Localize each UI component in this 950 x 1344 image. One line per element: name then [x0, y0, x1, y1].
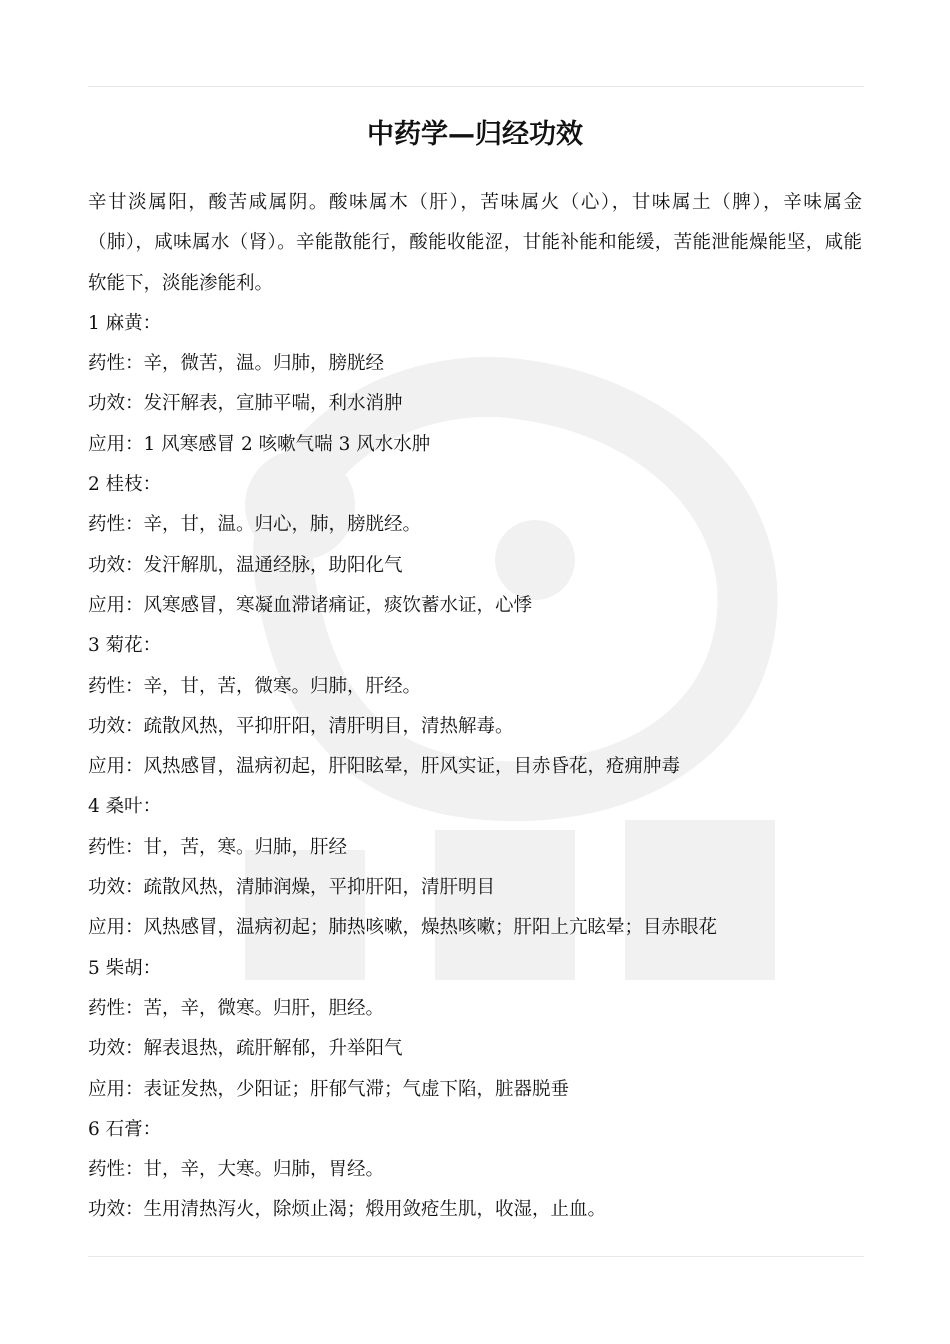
- herb-nature: 药性：苦，辛，微寒。归肝，胆经。: [88, 997, 385, 1019]
- herb-usage: 应用：风寒感冒，寒凝血滞诸痛证，痰饮蓄水证，心悸: [88, 594, 533, 616]
- herb-heading: 3 菊花：: [88, 635, 162, 657]
- herb-nature: 药性：辛，微苦，温。归肺，膀胱经: [88, 353, 385, 375]
- herb-effect: 功效：发汗解肌，温通经脉，助阳化气: [88, 554, 403, 576]
- herb-nature: 药性：甘，苦，寒。归肺，肝经: [88, 836, 348, 858]
- herb-heading: 4 桑叶：: [88, 796, 162, 818]
- intro-paragraph: 辛甘淡属阳，酸苦咸属阴。酸味属木（肝），苦味属火（心），甘味属土（脾），辛味属金（肺），咸味属水（肾）。辛能散能行，酸能收能涩，甘能补能和能缓，苦能泄能燥能坚，咸能软能下，淡能渗能利。: [88, 192, 862, 294]
- herb-heading: 1 麻黄：: [88, 312, 162, 334]
- herb-nature: 药性：甘，辛，大寒。归肺，胃经。: [88, 1159, 385, 1181]
- header-rule: [88, 86, 864, 87]
- herb-effect: 功效：疏散风热，清肺润燥，平抑肝阳，清肝明目: [88, 877, 496, 899]
- herb-effect: 功效：发汗解表，宣肺平喘，利水消肿: [88, 393, 403, 415]
- herb-effect: 功效：解表退热，疏肝解郁，升举阳气: [88, 1038, 403, 1060]
- herb-heading: 5 柴胡：: [88, 957, 162, 979]
- herb-nature: 药性：辛，甘，温。归心，肺，膀胱经。: [88, 514, 422, 536]
- herb-heading: 2 桂枝：: [88, 474, 162, 496]
- herb-effect: 功效：疏散风热，平抑肝阳，清肝明目，清热解毒。: [88, 715, 514, 737]
- herb-usage: 应用：风热感冒，温病初起，肝阳眩晕，肝风实证，目赤昏花，疮痈肿毒: [88, 756, 681, 778]
- herb-usage: 应用：风热感冒，温病初起；肺热咳嗽，燥热咳嗽；肝阳上亢眩晕；目赤眼花: [88, 917, 718, 939]
- document-body: [88, 183, 862, 1231]
- herb-effect: 功效：生用清热泻火，除烦止渴；煅用敛疮生肌，收湿，止血。: [88, 1199, 607, 1221]
- herb-usage: 应用：1 风寒感冒 2 咳嗽气喘 3 风水水肿: [88, 433, 431, 455]
- herb-nature: 药性：辛，甘，苦，微寒。归肺，肝经。: [88, 675, 422, 697]
- herb-heading: 6 石膏：: [88, 1118, 162, 1140]
- herb-usage: 应用：表证发热，少阳证；肝郁气滞；气虚下陷，脏器脱垂: [88, 1078, 570, 1100]
- page-title: 中药学—归经功效: [367, 119, 583, 150]
- footer-rule: [88, 1256, 864, 1257]
